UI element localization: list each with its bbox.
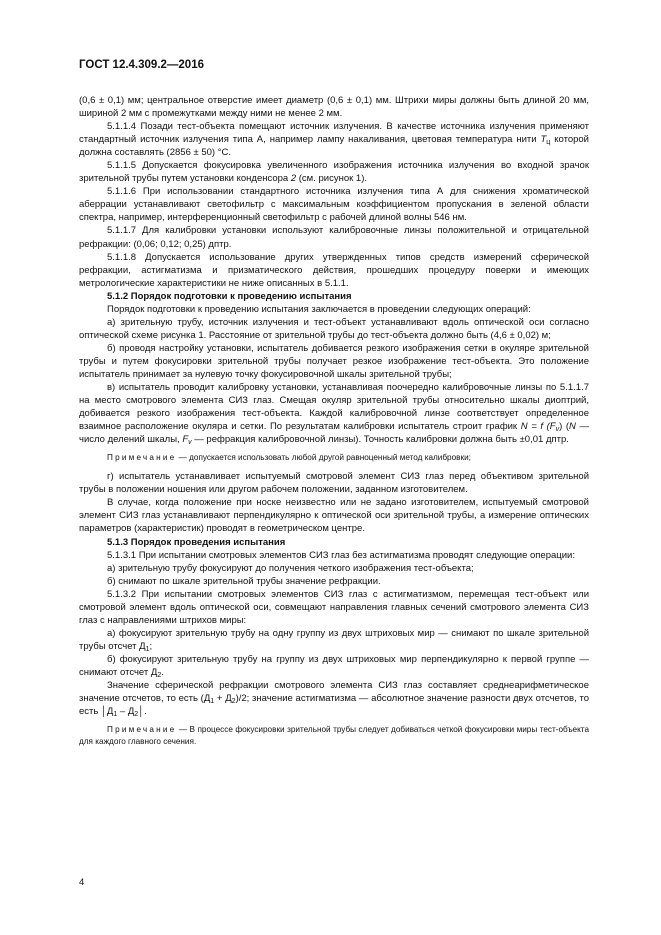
paragraph-5-1-1-5	[79, 159, 589, 185]
paragraph: (0,6 ± 0,1) мм; центральное отверстие имеет диаметр (0,6 ± 0,1) мм. Штрихи миры должны быть длиной 20 мм, шириной 2 мм с промежутками между ними не менее 2 мм.	[79, 95, 589, 120]
symbol: F	[182, 434, 189, 446]
text: а) фокусируют зрительную трубу на одну группу из двух штриховых мир — снимают по шкале зрительной трубы отсчет Д	[79, 627, 589, 652]
text: ) (	[559, 421, 570, 433]
list-item-b	[79, 653, 589, 679]
note	[79, 452, 589, 464]
paragraph-5-1-1-6: 5.1.1.6 При использовании стандартного источника излучения типа А для снижения хроматической аберрации устанавливают светофильтр с максимальным коэффициентом пропускания в зеленой области спектра, например, интерференционный светофильтр с рабочей длиной волны 546 нм.	[79, 186, 589, 224]
text: б) фокусируют зрительную трубу на группу из двух штриховых мир перпендикулярно к первой группе — снимают отсчет Д	[79, 653, 589, 678]
note-text: — допускается использовать любой другой равноценный метод калибровки;	[178, 453, 471, 463]
paragraph-5-1-3-2: 5.1.3.2 При испытании смотровых элементов СИЗ глаз с астигматизмом, перемещая тест-объект или смотровой элемент вдоль оптической оси, совмещают направления главных сечений смотрового элемента СИЗ глаз с направлениями штрихов миры:	[79, 588, 589, 626]
list-item-a: а) зрительную трубу, источник излучения и тест-объект устанавливают вдоль оптической оси согласно оптической схеме рисунка 1. Расстояние от зрительной трубы до тест-объекта должно быть (4,6 ± 0,02) м;	[79, 316, 589, 341]
symbol: N	[569, 421, 576, 433]
paragraph: Порядок подготовки к проведению испытания заключается в проведении следующих операций:	[107, 303, 531, 315]
section-heading-5-1-3: 5.1.3 Порядок проведения испытания	[107, 536, 286, 548]
text: )/2; значение астигматизма — абсолютное значение разности двух отсчетов, то есть │Д	[79, 693, 590, 718]
list-item-b: б) снимают по шкале зрительной трубы значение рефракции.	[107, 575, 381, 587]
paragraph: В случае, когда положение при носке неизвестно или не задано изготовителем, испытуемый смотровой элемент СИЗ глаз устанавливают перпендикулярно к оптической оси зрительной трубы, а измерение оптических параметров (характеристик) проводят в геометрическом центре.	[79, 497, 589, 535]
list-item-g: г) испытатель устанавливает испытуемый смотровой элемент СИЗ глаз перед объективом зрительной трубы в положении ношения или другом рабочем положении, заданном изготовителем.	[79, 471, 589, 496]
text: которой должна составлять (2856 ± 50) °С.	[79, 134, 589, 159]
text: 5.1.1.5 Допускается фокусировка увеличенного изображения источника излучения во входной зрачок зрительной трубы путем установки конденсора	[79, 160, 589, 185]
section-heading-5-1-2: 5.1.2 Порядок подготовки к проведению испытания	[107, 290, 352, 302]
list-item-a	[79, 627, 589, 653]
list-item-v	[79, 381, 589, 446]
list-item-b: б) проводя настройку установки, испытатель добивается резкого изображения сетки в окуляре зрительной трубы и путем фокусировки зрительной трубы получает резкое изображение тест-объекта. Это положение испытатель принимает за нулевую точку фокусировочной шкалы зрительной трубы;	[79, 342, 589, 380]
note	[79, 724, 589, 748]
note-label: Примечание	[107, 725, 177, 735]
subscript: v	[555, 426, 560, 434]
list-item-a: а) зрительную трубу фокусируют до получения четкого изображения тест-объекта;	[107, 562, 474, 574]
paragraph-5-1-1-4	[79, 120, 589, 159]
symbol: 2	[290, 173, 297, 185]
paragraph-5-1-1-7: 5.1.1.7 Для калибровки установки используют калибровочные линзы положительной и отрицательной рефракции: (0,06; 0,12; 0,25) дптр.	[79, 225, 589, 250]
subscript: 2	[231, 698, 236, 706]
text: .	[161, 666, 164, 678]
note-text: — В процессе фокусировки зрительной трубы следует добиваться четкой фокусировки миры тест-объекта для каждого главного сечения.	[79, 725, 589, 747]
text: — число делений шкалы,	[79, 421, 590, 446]
subscript: ц	[546, 139, 551, 147]
paragraph-5-1-3-1: 5.1.3.1 При испытании смотровых элементов СИЗ глаз без астигматизма проводят следующие операции:	[107, 549, 575, 561]
subscript: 1	[113, 711, 118, 719]
formula: N = f (F	[520, 421, 556, 433]
text: – Д	[117, 706, 135, 718]
paragraph-5-1-1-8: 5.1.1.8 Допускается использование других утвержденных типов средств измерений сферической рефракции, астигматизма и призматического действия, прошедших процедуру поверки и имеющих метрологические характеристики не ниже описанных в 5.1.1.	[79, 251, 589, 289]
document-header: ГОСТ 12.4.309.2—2016	[79, 59, 204, 71]
text: Значение сферической рефракции смотрового элемента СИЗ глаз составляет среднеарифметическое значение отсчетов, то есть (Д	[79, 680, 589, 705]
subscript: 2	[157, 671, 162, 679]
text: (см. рисунок 1).	[298, 173, 367, 185]
note-label: Примечание	[107, 453, 177, 463]
text: в) испытатель проводит калибровку установки, устанавливая поочередно калибровочные линзы по 5.1.1.7 на место смотрового элемента СИЗ глаз. Смещая окуляр зрительной трубы относительно шкалы диоптрий, добивается резкого изображения тест-объекта. Каждой калибровочной линзе соответствует определенное взаимное расположение окуляра и сетки. По результатам калибровки испытатель строит график	[79, 382, 589, 433]
subscript: 2	[134, 711, 139, 719]
text: + Д	[214, 693, 232, 705]
document-body	[79, 94, 589, 754]
text: 5.1.1.4 Позади тест-объекта помещают источник излучения. В качестве источника излучения применяют стандартный источник излучения типа А, например лампу накаливания, цветовая температура нити	[79, 121, 589, 146]
subscript: 1	[145, 645, 150, 653]
subscript: v	[188, 439, 192, 447]
symbol: T	[540, 134, 547, 146]
text: — рефракция калибровочной линзы). Точность калибровки должна быть ±0,01 дптр.	[194, 434, 569, 446]
paragraph	[79, 679, 589, 718]
subscript: 1	[210, 698, 215, 706]
text: │.	[138, 706, 147, 718]
page-number: 4	[79, 877, 85, 888]
text: ;	[149, 640, 153, 652]
